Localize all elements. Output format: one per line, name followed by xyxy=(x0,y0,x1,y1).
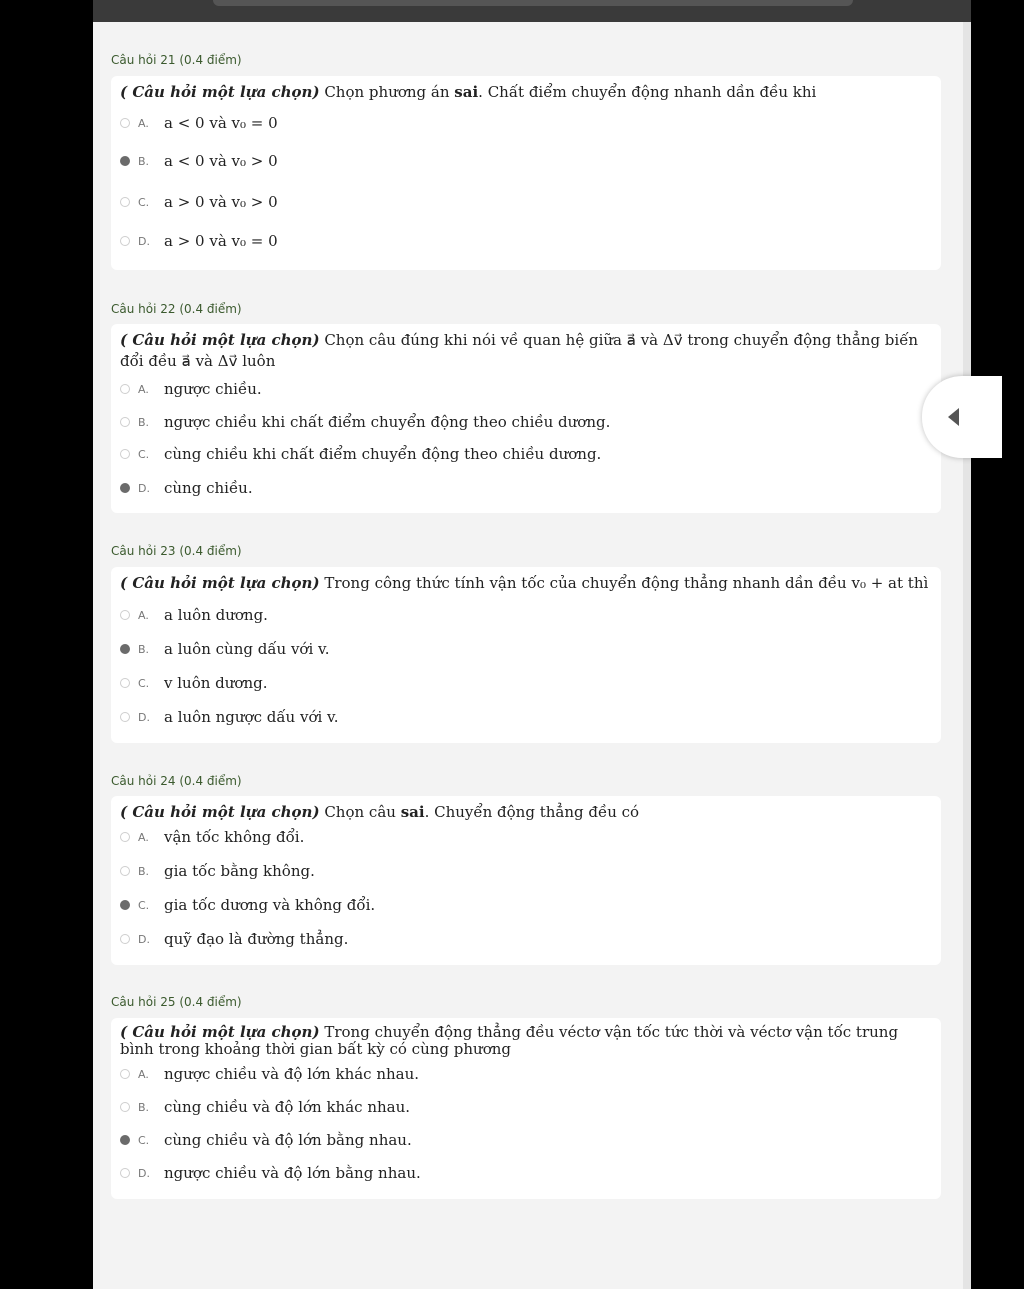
question-23-option-b[interactable]: B. a luôn cùng dấu với v. xyxy=(120,639,329,659)
quiz-page xyxy=(93,22,971,1289)
radio-button[interactable] xyxy=(120,832,130,842)
option-text: a < 0 và v₀ > 0 xyxy=(164,152,278,170)
option-text: a > 0 và v₀ > 0 xyxy=(164,193,278,211)
option-text: ngược chiều và độ lớn khác nhau. xyxy=(164,1065,420,1083)
question-25-option-d[interactable]: D. ngược chiều và độ lớn bằng nhau. xyxy=(120,1163,421,1183)
radio-button[interactable] xyxy=(120,1102,130,1112)
option-text: cùng chiều và độ lớn khác nhau. xyxy=(164,1098,411,1116)
question-25-header: Câu hỏi 25 (0.4 điểm) xyxy=(111,995,242,1009)
question-21-option-b[interactable]: B. a < 0 và v₀ > 0 xyxy=(120,151,278,171)
question-24-option-a[interactable]: A. vận tốc không đổi. xyxy=(120,827,304,847)
radio-button[interactable] xyxy=(120,1069,130,1079)
radio-button[interactable] xyxy=(120,197,130,207)
question-23-option-d[interactable]: D. a luôn ngược dấu với v. xyxy=(120,707,339,727)
radio-button[interactable] xyxy=(120,678,130,688)
option-text: a > 0 và v₀ = 0 xyxy=(164,232,278,250)
question-22-option-c[interactable]: C. cùng chiều khi chất điểm chuyển động theo chiều dương. xyxy=(120,444,601,464)
option-text: quỹ đạo là đường thẳng. xyxy=(164,930,349,948)
question-25-card xyxy=(111,1018,941,1199)
question-21-option-a[interactable]: A. a < 0 và v₀ = 0 xyxy=(120,113,278,133)
option-text: a luôn ngược dấu với v. xyxy=(164,708,339,726)
question-23-text: ( Câu hỏi một lựa chọn) Trong công thức tính vận tốc của chuyển động thẳng nhanh dần đều v₀ + at thì xyxy=(120,574,929,592)
question-23-header: Câu hỏi 23 (0.4 điểm) xyxy=(111,544,242,558)
question-21-text: ( Câu hỏi một lựa chọn) Chọn phương án sai. Chất điểm chuyển động nhanh dần đều khi xyxy=(120,83,817,101)
radio-button[interactable] xyxy=(120,866,130,876)
question-21-header: Câu hỏi 21 (0.4 điểm) xyxy=(111,53,242,67)
radio-button[interactable] xyxy=(120,610,130,620)
radio-button[interactable] xyxy=(120,712,130,722)
question-25-text: ( Câu hỏi một lựa chọn) Trong chuyển động thẳng đều véctơ vận tốc tức thời và véctơ vận tốc trung bình trong khoảng thời gian bất kỳ có cùng phương xyxy=(120,1023,899,1058)
question-25-option-c[interactable]: C. cùng chiều và độ lớn bằng nhau. xyxy=(120,1130,412,1150)
option-text: v luôn dương. xyxy=(164,674,268,692)
option-text: gia tốc bằng không. xyxy=(164,862,315,880)
question-type-label: ( Câu hỏi một lựa chọn) xyxy=(120,1023,320,1041)
question-25-option-a[interactable]: A. ngược chiều và độ lớn khác nhau. xyxy=(120,1064,419,1084)
radio-button[interactable] xyxy=(120,449,130,459)
radio-button-selected[interactable] xyxy=(120,483,130,493)
collapse-panel-button[interactable] xyxy=(922,376,1002,458)
question-24-card xyxy=(111,796,941,965)
question-25-option-b[interactable]: B. cùng chiều và độ lớn khác nhau. xyxy=(120,1097,410,1117)
question-22-header: Câu hỏi 22 (0.4 điểm) xyxy=(111,302,242,316)
radio-button-selected[interactable] xyxy=(120,644,130,654)
question-21-option-c[interactable]: C. a > 0 và v₀ > 0 xyxy=(120,192,278,212)
option-text: a luôn dương. xyxy=(164,606,268,624)
top-bar xyxy=(93,0,971,22)
question-24-option-c[interactable]: C. gia tốc dương và không đổi. xyxy=(120,895,375,915)
radio-button[interactable] xyxy=(120,934,130,944)
question-21-option-d[interactable]: D. a > 0 và v₀ = 0 xyxy=(120,231,278,251)
radio-button-selected[interactable] xyxy=(120,900,130,910)
option-text: ngược chiều khi chất điểm chuyển động theo chiều dương. xyxy=(164,413,611,431)
option-text: cùng chiều và độ lớn bằng nhau. xyxy=(164,1131,412,1149)
question-24-option-d[interactable]: D. quỹ đạo là đường thẳng. xyxy=(120,929,348,949)
option-text: cùng chiều khi chất điểm chuyển động theo chiều dương. xyxy=(164,445,602,463)
top-bar-notch xyxy=(213,0,853,6)
chevron-left-icon xyxy=(948,408,959,426)
option-text: cùng chiều. xyxy=(164,479,253,497)
question-type-label: ( Câu hỏi một lựa chọn) xyxy=(120,83,320,101)
question-type-label: ( Câu hỏi một lựa chọn) xyxy=(120,574,320,592)
question-21-card xyxy=(111,76,941,270)
question-22-option-a[interactable]: A. ngược chiều. xyxy=(120,379,262,399)
radio-button[interactable] xyxy=(120,417,130,427)
question-23-option-a[interactable]: A. a luôn dương. xyxy=(120,605,268,625)
option-text: ngược chiều và độ lớn bằng nhau. xyxy=(164,1164,421,1182)
question-22-option-d[interactable]: D. cùng chiều. xyxy=(120,478,253,498)
question-22-text: ( Câu hỏi một lựa chọn) Chọn câu đúng khi nói về quan hệ giữa a⃗ và Δv⃗ trong chuyển động thẳng biến đổi đều a⃗ và Δv⃗ luôn xyxy=(120,331,919,370)
question-23-option-c[interactable]: C. v luôn dương. xyxy=(120,673,267,693)
option-text: ngược chiều. xyxy=(164,380,262,398)
question-type-label: ( Câu hỏi một lựa chọn) xyxy=(120,803,320,821)
question-23-card xyxy=(111,567,941,743)
radio-button-selected[interactable] xyxy=(120,156,130,166)
radio-button[interactable] xyxy=(120,118,130,128)
question-22-option-b[interactable]: B. ngược chiều khi chất điểm chuyển động theo chiều dương. xyxy=(120,412,610,432)
question-24-header: Câu hỏi 24 (0.4 điểm) xyxy=(111,774,242,788)
radio-button[interactable] xyxy=(120,236,130,246)
question-22-card xyxy=(111,324,941,513)
option-text: a luôn cùng dấu với v. xyxy=(164,640,330,658)
option-text: vận tốc không đổi. xyxy=(164,828,305,846)
page-scrollbar[interactable] xyxy=(963,22,971,1289)
question-24-option-b[interactable]: B. gia tốc bằng không. xyxy=(120,861,315,881)
radio-button[interactable] xyxy=(120,384,130,394)
radio-button[interactable] xyxy=(120,1168,130,1178)
question-type-label: ( Câu hỏi một lựa chọn) xyxy=(120,331,320,349)
question-24-text: ( Câu hỏi một lựa chọn) Chọn câu sai. Chuyển động thẳng đều có xyxy=(120,803,640,821)
option-text: a < 0 và v₀ = 0 xyxy=(164,114,278,132)
option-text: gia tốc dương và không đổi. xyxy=(164,896,376,914)
radio-button-selected[interactable] xyxy=(120,1135,130,1145)
